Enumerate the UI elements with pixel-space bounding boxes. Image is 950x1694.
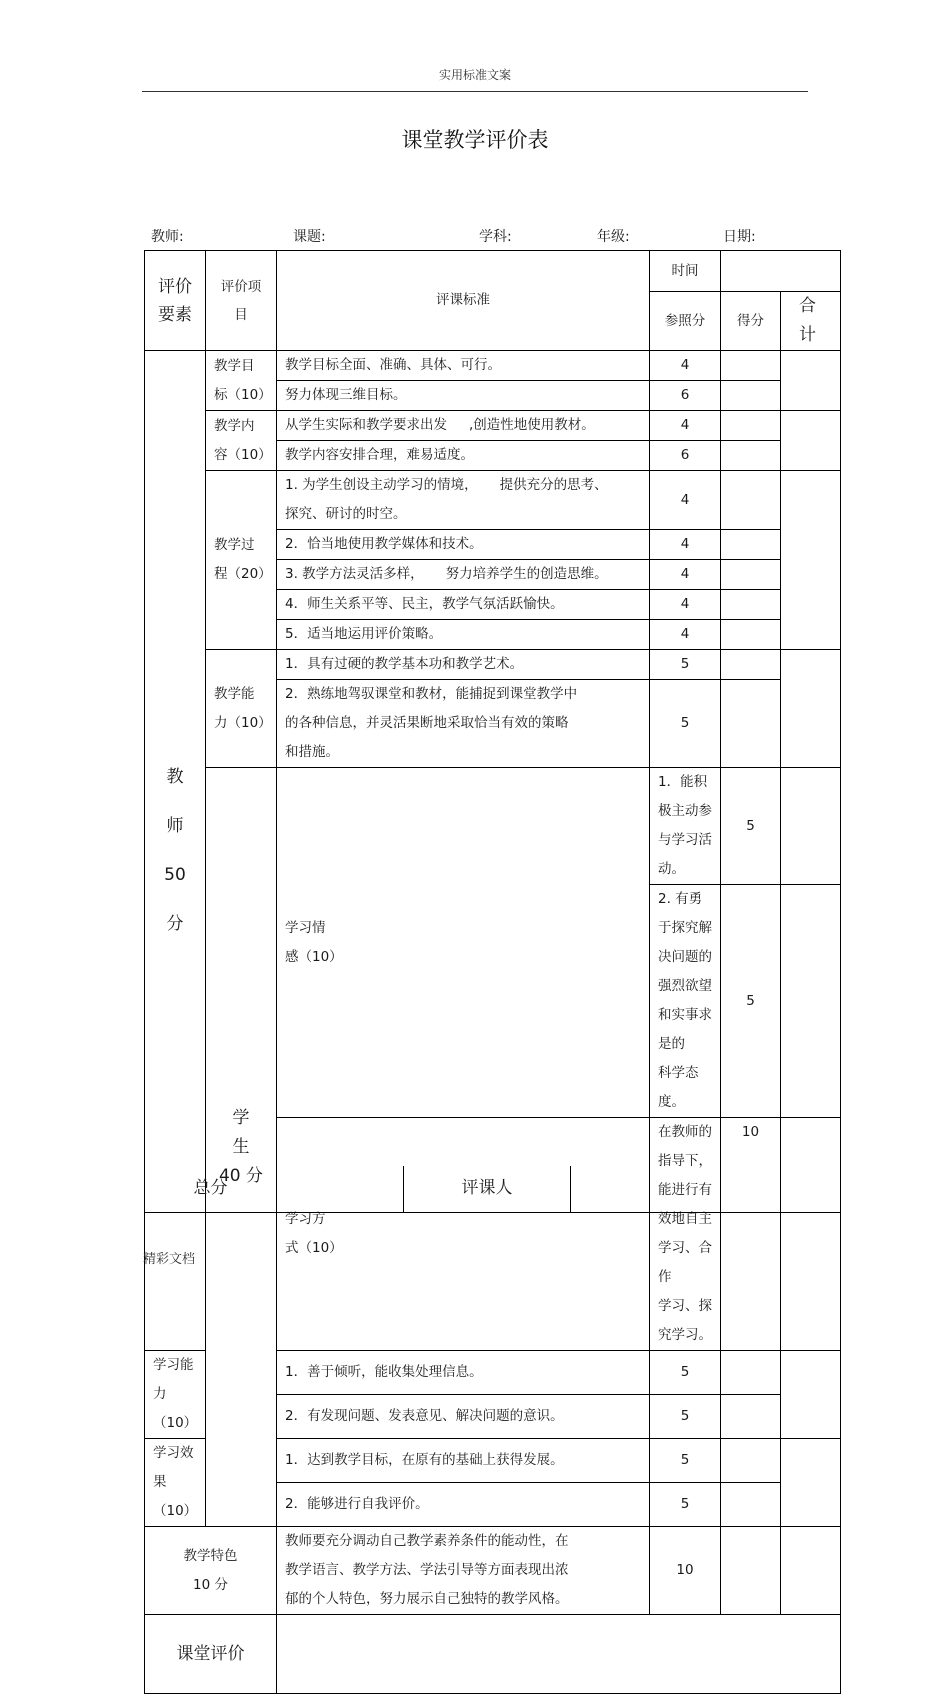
header-total: 合计 [781,292,841,351]
item-teaching-feature: 教学特色 10 分 [145,1527,277,1615]
topic-label: 课题: [293,229,326,245]
table-row [145,1527,841,1615]
ref-score: 6 [650,381,721,411]
criteria-text: 5．适当地运用评价策略。 [277,620,650,650]
item-learning-emotion: 学习情 感（10） [277,768,650,1118]
criteria-text: 在教师的指导下，能进行有效地自主学习、合作 学习、探究学习。 [650,1118,721,1351]
header-divider [142,91,808,92]
total-cell[interactable] [781,411,841,471]
subject-label: 学科: [479,229,512,245]
criteria-text: 1．能积极主动参与学习活动。 [650,768,721,885]
grade-label: 年级: [597,229,630,245]
total-cell[interactable] [781,1351,841,1439]
criteria-text: 努力体现三维目标。 [277,381,650,411]
item-teaching-process: 教学过 程（20） [206,471,277,650]
table-row [145,650,841,680]
class-evaluation-input[interactable] [277,1615,841,1694]
ref-score: 5 [650,1483,721,1527]
score-cell[interactable] [781,885,841,1118]
header-criteria: 评课标准 [277,251,650,351]
summary-row [145,1166,841,1212]
score-cell[interactable] [721,351,781,381]
score-cell[interactable] [721,650,781,680]
score-cell[interactable] [721,381,781,411]
score-cell[interactable] [721,411,781,441]
date-label: 日期: [723,229,756,245]
score-cell[interactable] [721,471,781,530]
table-row [145,768,841,885]
criteria-text: 2．熟练地驾驭课堂和教材，能捕捉到课堂教学中 的各种信息，并灵活果断地采取恰当有效的策略 和措施。 [277,680,650,768]
page-header: 实用标准文案 [438,68,511,82]
ref-score: 4 [650,471,721,530]
teacher-label: 教师: [151,229,184,245]
criteria-text: 1．具有过硬的教学基本功和教学艺术。 [277,650,650,680]
criteria-text: 教学目标全面、准确、具体、可行。 [277,351,650,381]
score-cell[interactable] [721,1527,781,1615]
score-cell[interactable] [781,768,841,885]
class-evaluation-row [145,1615,841,1694]
header-ref-score: 参照分 [650,292,721,351]
evaluation-table [144,250,841,1694]
criteria-text: 3. 教学方法灵活多样， 努力培养学生的创造思维。 [277,560,650,590]
page-title: 课堂教学评价表 [401,128,549,152]
teacher-category: 教 师 50 分 [145,351,206,1351]
total-cell[interactable] [781,471,841,650]
score-cell[interactable] [721,530,781,560]
criteria-text: 4．师生关系平等、民主，教学气氛活跃愉快。 [277,590,650,620]
ref-score: 5 [650,1351,721,1395]
ref-score: 5 [650,1439,721,1483]
item-learning-effect: 学习效 果（10） [145,1439,206,1527]
total-cell[interactable] [781,650,841,768]
table-header-row [145,251,841,292]
total-cell[interactable] [781,351,841,411]
item-teaching-content: 教学内 容（10） [206,411,277,471]
score-cell[interactable] [721,620,781,650]
ref-score: 5 [721,885,781,1118]
score-cell[interactable] [721,1351,781,1395]
score-cell[interactable] [721,590,781,620]
item-teaching-goal: 教学目 标（10） [206,351,277,411]
total-score-input[interactable] [277,1166,404,1212]
score-cell[interactable] [721,1439,781,1483]
table-row [145,351,841,381]
criteria-text: 2．能够进行自我评价。 [277,1483,650,1527]
table-row [145,411,841,441]
score-cell[interactable] [721,1395,781,1439]
ref-score: 4 [650,411,721,441]
criteria-text: 2．恰当地使用教学媒体和技术。 [277,530,650,560]
criteria-text: 2．有发现问题、发表意见、解决问题的意识。 [277,1395,650,1439]
score-cell[interactable] [721,1483,781,1527]
criteria-text: 教学内容安排合理，难易适度。 [277,441,650,471]
score-cell[interactable] [721,560,781,590]
score-cell[interactable] [781,1118,841,1351]
ref-score: 10 [721,1118,781,1351]
ref-score: 5 [650,650,721,680]
header-time: 时间 [650,251,721,292]
ref-score: 4 [650,560,721,590]
criteria-text: 从学生实际和教学要求出发 ,创造性地使用教材。 [277,411,650,441]
total-score-label: 总分 [145,1166,277,1212]
score-cell[interactable] [721,680,781,768]
header-score: 得分 [721,292,781,351]
time-input-cell[interactable] [721,251,841,292]
score-cell[interactable] [721,441,781,471]
page-footer: 精彩文档 [143,1252,196,1267]
total-cell[interactable] [781,1439,841,1527]
summary-table [144,1166,841,1213]
total-cell[interactable] [781,1527,841,1615]
ref-score: 4 [650,530,721,560]
ref-score: 5 [721,768,781,885]
header-item: 评价项 目 [206,251,277,351]
criteria-text: 1．善于倾听，能收集处理信息。 [277,1351,650,1395]
header-element: 评价 要素 [145,251,206,351]
ref-score: 5 [650,1395,721,1439]
criteria-text: 教师要充分调动自己教学素养条件的能动性，在 教学语言、教学方法、学法引导等方面表现出浓 郁的个人特色，努力展示自己独特的教学风格。 [277,1527,650,1615]
student-category: 学 生 40 分 [206,768,277,1527]
class-evaluation-label: 课堂评价 [145,1615,277,1694]
item-teaching-ability: 教学能 力（10） [206,650,277,768]
criteria-text: 2. 有勇于探究解决问题的强烈欲望和实事求是的 科学态度。 [650,885,721,1118]
ref-score: 6 [650,441,721,471]
ref-score: 4 [650,351,721,381]
ref-score: 5 [650,680,721,768]
item-learning-ability: 学习能 力（10） [145,1351,206,1439]
item-learning-method: 学习方 式（10） [277,1118,650,1351]
table-row [145,471,841,530]
ref-score: 4 [650,590,721,620]
ref-score: 10 [650,1527,721,1615]
reviewer-input[interactable] [571,1166,841,1212]
reviewer-label: 评课人 [404,1166,571,1212]
ref-score: 4 [650,620,721,650]
criteria-text: 1. 为学生创设主动学习的情境， 提供充分的思考、 探究、研讨的时空。 [277,471,650,530]
criteria-text: 1．达到教学目标，在原有的基础上获得发展。 [277,1439,650,1483]
